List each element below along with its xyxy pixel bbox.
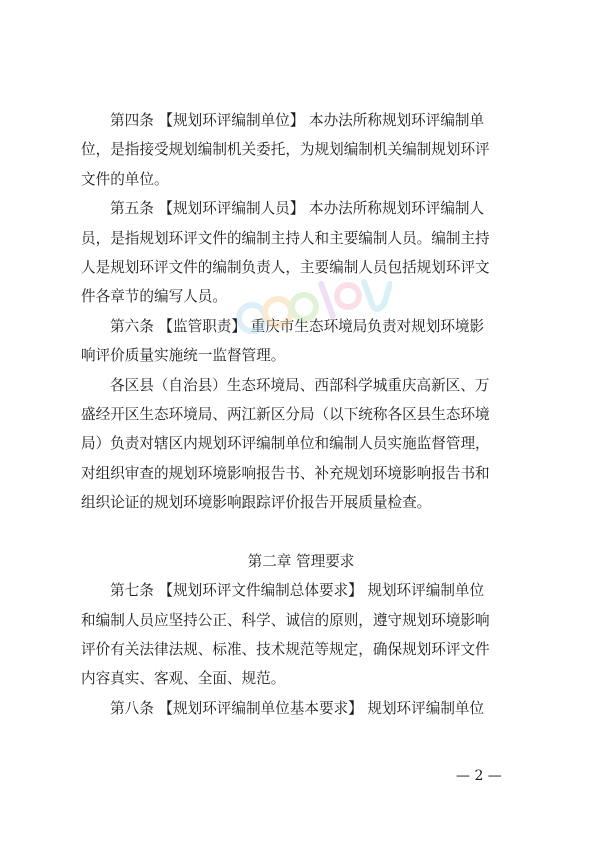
paragraph bbox=[81, 106, 521, 194]
section-spacer bbox=[81, 517, 521, 546]
paragraph-line: 组织论证的规划环境影响跟踪评价报告开展质量检查。 bbox=[81, 494, 432, 512]
paragraph-line: 件各章节的编写人员。 bbox=[81, 288, 227, 306]
paragraph-line: 响评价质量实施统一监督管理。 bbox=[81, 347, 286, 365]
paragraph-line: 局）负责对辖区内规划环评编制单位和编制人员实施监督管理， bbox=[81, 435, 490, 453]
document-body bbox=[81, 106, 521, 723]
paragraph bbox=[81, 576, 521, 694]
paragraph-line: 人是规划环评文件的编制负责人，主要编制人员包括规划环评文 bbox=[81, 258, 490, 276]
paragraph bbox=[81, 371, 521, 518]
paragraph-line: 第七条 【规划环评文件编制总体要求】 规划环评编制单位 bbox=[110, 582, 485, 600]
paragraph-line: 第八条 【规划环评编制单位基本要求】 规划环评编制单位 bbox=[110, 699, 485, 717]
paragraph bbox=[81, 194, 521, 312]
paragraph bbox=[81, 694, 521, 723]
paragraph-line: 员，是指规划环评文件的编制主持人和主要编制人员。编制主持 bbox=[81, 229, 490, 247]
paragraph-line: 对组织审查的规划环境影响报告书、补充规划环境影响报告书和 bbox=[81, 464, 490, 482]
paragraph-line: 第五条 【规划环评编制人员】 本办法所称规划环评编制人 bbox=[110, 200, 485, 218]
paragraph-line: 各区县（自治县）生态环境局、西部科学城重庆高新区、万 bbox=[110, 376, 490, 394]
page-number: — 2 — bbox=[456, 768, 502, 784]
paragraph-line: 文件的单位。 bbox=[81, 170, 169, 188]
chapter-heading bbox=[81, 547, 521, 576]
paragraph-line: 第六条 【监管职责】 重庆市生态环境局负责对规划环境影 bbox=[110, 317, 485, 335]
paragraph-line: 评价有关法律法规、标准、技术规范等规定，确保规划环评文件 bbox=[81, 641, 490, 659]
paragraph-line: 位，是指接受规划编制机关委托，为规划编制机关编制规划环评 bbox=[81, 141, 490, 159]
paragraph bbox=[81, 312, 521, 371]
paragraph-line: 和编制人员应坚持公正、科学、诚信的原则，遵守规划环境影响 bbox=[81, 611, 490, 629]
paragraph-line: 内容真实、客观、全面、规范。 bbox=[81, 670, 286, 688]
chapter-title: 第二章 管理要求 bbox=[247, 552, 355, 570]
paragraph-line: 盛经开区生态环境局、两江新区分局（以下统称各区县生态环境 bbox=[81, 405, 490, 423]
paragraph-line: 第四条 【规划环评编制单位】 本办法所称规划环评编制单 bbox=[110, 112, 485, 129]
